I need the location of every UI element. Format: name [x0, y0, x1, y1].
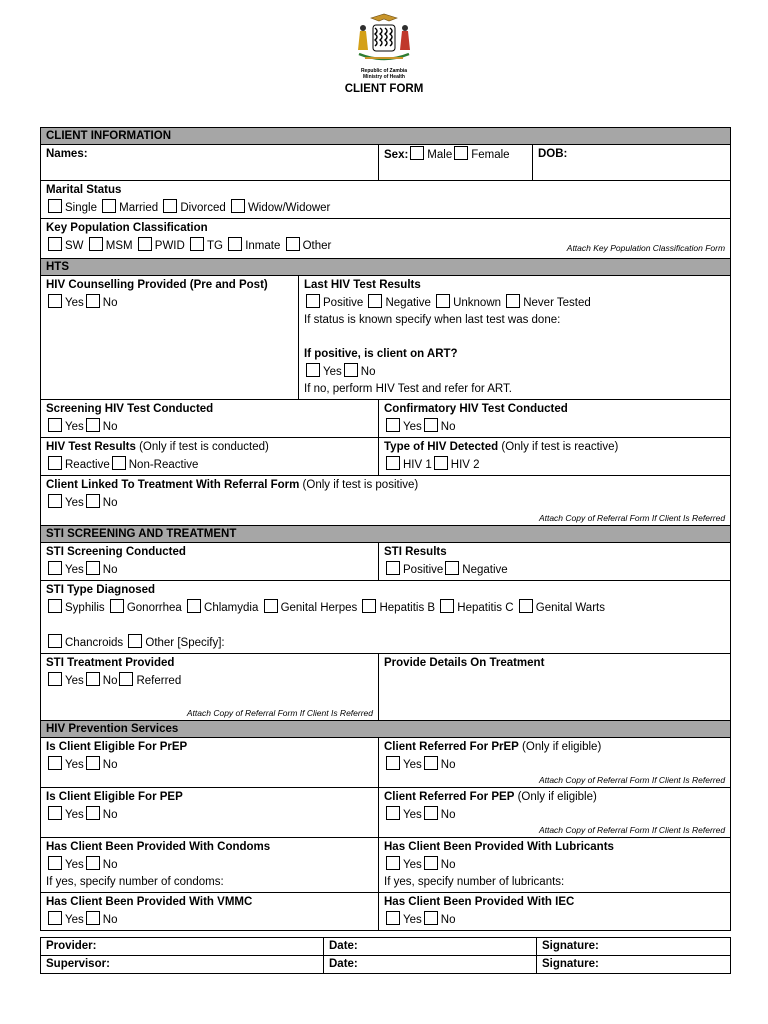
no-checkbox[interactable]	[424, 806, 438, 820]
option-label: Other [Specify]:	[145, 637, 225, 649]
option-label: Chlamydia	[204, 602, 259, 614]
yes-checkbox[interactable]	[48, 294, 62, 308]
sti-type-cell	[41, 581, 731, 654]
names-label: Names:	[46, 148, 88, 160]
gonorrhea-checkbox[interactable]	[110, 599, 124, 613]
kp-attach-note: Attach Key Population Classification Form	[566, 243, 726, 253]
no-checkbox[interactable]	[86, 294, 100, 308]
hepatitis-b-checkbox[interactable]	[362, 599, 376, 613]
hiv-test-results-cell	[41, 438, 379, 476]
no-label: No	[440, 421, 456, 433]
prep-referred-cell	[379, 738, 731, 788]
no-label: No	[102, 675, 118, 687]
genital-herpes-checkbox[interactable]	[264, 599, 278, 613]
no-checkbox[interactable]	[86, 672, 100, 686]
hiv-type-label: Type of HIV Detected	[384, 441, 499, 453]
sw-checkbox[interactable]	[48, 237, 62, 251]
married-checkbox[interactable]	[102, 199, 116, 213]
chancroids-checkbox[interactable]	[48, 634, 62, 648]
section-client-information: CLIENT INFORMATION	[41, 128, 731, 145]
key-population-label: Key Population Classification	[46, 222, 208, 234]
yes-checkbox[interactable]	[48, 856, 62, 870]
condoms-cell	[41, 838, 379, 893]
sti-type-label: STI Type Diagnosed	[46, 584, 156, 596]
male-checkbox[interactable]	[410, 146, 424, 160]
no-label: No	[102, 914, 118, 926]
screening-hiv-cell	[41, 400, 379, 438]
option-label: Genital Warts	[535, 602, 605, 614]
single-checkbox[interactable]	[48, 199, 62, 213]
yes-label: Yes	[65, 421, 84, 433]
option-label: Hepatitis B	[379, 602, 436, 614]
prep-referred-label: Client Referred For PrEP	[384, 741, 519, 753]
screening-hiv-label: Screening HIV Test Conducted	[46, 403, 214, 415]
inmate-checkbox[interactable]	[228, 237, 242, 251]
no-label: No	[102, 421, 118, 433]
if-no-text: If no, perform HIV Test and refer for ART.	[304, 383, 512, 395]
no-checkbox[interactable]	[344, 363, 358, 377]
never-tested-checkbox[interactable]	[506, 294, 520, 308]
referral-attach-note: Attach Copy of Referral Form If Client Is Referred	[538, 775, 726, 785]
sex-label: Sex:	[384, 149, 409, 161]
yes-label: Yes	[65, 759, 84, 771]
no-label: No	[102, 497, 118, 509]
no-checkbox[interactable]	[86, 561, 100, 575]
no-label: No	[440, 914, 456, 926]
ministry-label: Ministry of Health	[363, 74, 405, 80]
form-header	[0, 12, 768, 95]
referral-attach-note: Attach Copy of Referral Form If Client Is Referred	[186, 708, 373, 718]
option-label: Hepatitis C	[457, 602, 514, 614]
last-hiv-test-cell	[299, 276, 731, 400]
coat-of-arms-icon	[349, 12, 419, 68]
hiv2-checkbox[interactable]	[434, 456, 448, 470]
hiv-test-results-label: HIV Test Results	[46, 441, 136, 453]
no-checkbox[interactable]	[424, 418, 438, 432]
hiv1-checkbox[interactable]	[386, 456, 400, 470]
sti-screening-cell	[41, 543, 379, 581]
lubricants-cell	[379, 838, 731, 893]
yes-label: Yes	[403, 914, 422, 926]
yes-label: Yes	[65, 809, 84, 821]
results-note: (Only if test is conducted)	[135, 441, 269, 453]
yes-checkbox[interactable]	[386, 911, 400, 925]
yes-label: Yes	[65, 497, 84, 509]
yes-checkbox[interactable]	[48, 911, 62, 925]
other-sti-checkbox[interactable]	[128, 634, 142, 648]
linked-treatment-label: Client Linked To Treatment With Referral Form	[46, 479, 300, 491]
divorced-checkbox[interactable]	[163, 199, 177, 213]
syphilis-checkbox[interactable]	[48, 599, 62, 613]
treatment-details-cell[interactable]	[379, 654, 731, 721]
pep-eligible-cell	[41, 788, 379, 838]
yes-label: Yes	[65, 859, 84, 871]
no-checkbox[interactable]	[86, 911, 100, 925]
treatment-details-label: Provide Details On Treatment	[384, 657, 545, 669]
yes-checkbox[interactable]	[386, 756, 400, 770]
lubricants-label: Has Client Been Provided With Lubricants	[384, 841, 614, 853]
option-label: Never Tested	[523, 297, 591, 309]
prep-eligible-label: Is Client Eligible For PrEP	[46, 741, 188, 753]
sex-field	[379, 145, 533, 181]
sti-results-cell	[379, 543, 731, 581]
supervisor-date-field[interactable]: Date:	[324, 956, 537, 974]
condoms-label: Has Client Been Provided With Condoms	[46, 841, 271, 853]
option-label: Gonorrhea	[126, 602, 182, 614]
confirmatory-hiv-label: Confirmatory HIV Test Conducted	[384, 403, 568, 415]
yes-label: Yes	[403, 809, 422, 821]
referred-checkbox[interactable]	[119, 672, 133, 686]
marital-status-label: Marital Status	[46, 184, 122, 196]
status-known-text: If status is known specify when last test was done:	[304, 314, 561, 326]
no-label: No	[102, 564, 118, 576]
other-checkbox[interactable]	[286, 237, 300, 251]
type-note: (Only if test is reactive)	[498, 441, 619, 453]
option-label: Positive	[323, 297, 364, 309]
republic-label: Republic of Zambia	[360, 68, 408, 74]
option-label: Single	[65, 202, 97, 214]
option-label: Syphilis	[65, 602, 105, 614]
no-label: No	[360, 366, 376, 378]
no-label: No	[440, 759, 456, 771]
signature-table	[40, 937, 731, 974]
supervisor-field[interactable]: Supervisor:	[41, 956, 324, 974]
pep-referred-cell	[379, 788, 731, 838]
pep-eligible-label: Is Client Eligible For PEP	[46, 791, 183, 803]
yes-label: Yes	[403, 859, 422, 871]
unknown-checkbox[interactable]	[436, 294, 450, 308]
referral-attach-note: Attach Copy of Referral Form If Client Is Referred	[538, 825, 726, 835]
hepatitis-c-checkbox[interactable]	[440, 599, 454, 613]
option-label: TG	[207, 240, 223, 252]
yes-checkbox[interactable]	[306, 363, 320, 377]
option-label: Negative	[385, 297, 431, 309]
yes-checkbox[interactable]	[48, 494, 62, 508]
iec-label: Has Client Been Provided With IEC	[384, 896, 575, 908]
yes-checkbox[interactable]	[386, 806, 400, 820]
yes-checkbox[interactable]	[386, 856, 400, 870]
hiv2-label: HIV 2	[450, 459, 480, 471]
provider-date-field[interactable]: Date:	[324, 938, 537, 956]
yes-label: Yes	[403, 759, 422, 771]
male-label: Male	[427, 149, 453, 161]
yes-label: Yes	[65, 297, 84, 309]
marital-status-cell	[41, 181, 731, 219]
prep-eligible-cell	[41, 738, 379, 788]
yes-checkbox[interactable]	[48, 561, 62, 575]
yes-label: Yes	[65, 914, 84, 926]
no-checkbox[interactable]	[86, 856, 100, 870]
no-label: No	[440, 809, 456, 821]
no-checkbox[interactable]	[424, 756, 438, 770]
option-label: Other	[302, 240, 332, 252]
pep-referred-label: Client Referred For PEP	[384, 791, 515, 803]
key-population-cell	[41, 219, 731, 259]
yes-checkbox[interactable]	[48, 672, 62, 686]
names-field[interactable]	[41, 145, 379, 181]
hiv1-label: HIV 1	[403, 459, 432, 471]
eligible-note: (Only if eligible)	[514, 791, 597, 803]
reactive-label: Reactive	[65, 459, 110, 471]
no-checkbox[interactable]	[86, 756, 100, 770]
dob-field[interactable]	[533, 145, 731, 181]
yes-label: Yes	[65, 675, 84, 687]
yes-checkbox[interactable]	[48, 806, 62, 820]
referral-attach-note: Attach Copy of Referral Form If Client Is Referred	[538, 513, 726, 523]
sti-results-label: STI Results	[384, 546, 447, 558]
no-label: No	[102, 809, 118, 821]
section-hts: HTS	[41, 259, 731, 276]
reactive-checkbox[interactable]	[48, 456, 62, 470]
negative-checkbox[interactable]	[445, 561, 459, 575]
sti-screening-label: STI Screening Conducted	[46, 546, 186, 558]
non-reactive-checkbox[interactable]	[112, 456, 126, 470]
female-label: Female	[471, 149, 510, 161]
linked-note: (Only if test is positive)	[299, 479, 419, 491]
hiv-type-cell	[379, 438, 731, 476]
provider-field[interactable]: Provider:	[41, 938, 324, 956]
no-checkbox[interactable]	[86, 494, 100, 508]
confirmatory-hiv-cell	[379, 400, 731, 438]
no-checkbox[interactable]	[424, 856, 438, 870]
vmmc-label: Has Client Been Provided With VMMC	[46, 896, 253, 908]
sti-treatment-cell	[41, 654, 379, 721]
linked-treatment-cell	[41, 476, 731, 526]
referred-label: Referred	[136, 675, 182, 687]
condoms-specify: If yes, specify number of condoms:	[46, 876, 224, 888]
no-checkbox[interactable]	[424, 911, 438, 925]
yes-label: Yes	[403, 421, 422, 433]
lubricants-specify: If yes, specify number of lubricants:	[384, 876, 565, 888]
option-label: Widow/Widower	[247, 202, 331, 214]
positive-label: Positive	[403, 564, 444, 576]
yes-label: Yes	[65, 564, 84, 576]
section-sti: STI SCREENING AND TREATMENT	[41, 526, 731, 543]
positive-checkbox[interactable]	[386, 561, 400, 575]
tg-checkbox[interactable]	[190, 237, 204, 251]
non-reactive-label: Non-Reactive	[128, 459, 199, 471]
yes-checkbox[interactable]	[386, 418, 400, 432]
option-label: Genital Herpes	[280, 602, 358, 614]
widow-checkbox[interactable]	[231, 199, 245, 213]
option-label: Chancroids	[65, 637, 124, 649]
genital-warts-checkbox[interactable]	[519, 599, 533, 613]
female-checkbox[interactable]	[454, 146, 468, 160]
client-form-table	[40, 127, 731, 931]
no-label: No	[102, 297, 118, 309]
negative-label: Negative	[462, 564, 508, 576]
no-label: No	[102, 759, 118, 771]
yes-checkbox[interactable]	[48, 418, 62, 432]
option-label: SW	[65, 240, 84, 252]
dob-label: DOB:	[538, 148, 568, 160]
hiv-counselling-cell	[41, 276, 299, 400]
no-label: No	[102, 859, 118, 871]
last-hiv-test-label: Last HIV Test Results	[304, 279, 421, 291]
yes-label: Yes	[323, 366, 342, 378]
provider-signature-field[interactable]: Signature:	[537, 938, 731, 956]
supervisor-signature-field[interactable]: Signature:	[537, 956, 731, 974]
positive-checkbox[interactable]	[306, 294, 320, 308]
no-label: No	[440, 859, 456, 871]
option-label: Married	[119, 202, 159, 214]
eligible-note: (Only if eligible)	[518, 741, 602, 753]
no-checkbox[interactable]	[86, 418, 100, 432]
yes-checkbox[interactable]	[48, 756, 62, 770]
msm-checkbox[interactable]	[89, 237, 103, 251]
option-label: Unknown	[453, 297, 502, 309]
sti-treatment-label: STI Treatment Provided	[46, 657, 175, 669]
option-label: PWID	[154, 240, 185, 252]
hiv-counselling-label: HIV Counselling Provided (Pre and Post)	[46, 279, 268, 291]
on-art-label: If positive, is client on ART?	[304, 348, 458, 360]
vmmc-cell	[41, 893, 379, 931]
chlamydia-checkbox[interactable]	[187, 599, 201, 613]
option-label: MSM	[105, 240, 133, 252]
negative-checkbox[interactable]	[368, 294, 382, 308]
form-title: CLIENT FORM	[344, 83, 424, 95]
iec-cell	[379, 893, 731, 931]
option-label: Divorced	[180, 202, 226, 214]
option-label: Inmate	[245, 240, 281, 252]
pwid-checkbox[interactable]	[138, 237, 152, 251]
no-checkbox[interactable]	[86, 806, 100, 820]
section-hiv-prevention: HIV Prevention Services	[41, 721, 731, 738]
